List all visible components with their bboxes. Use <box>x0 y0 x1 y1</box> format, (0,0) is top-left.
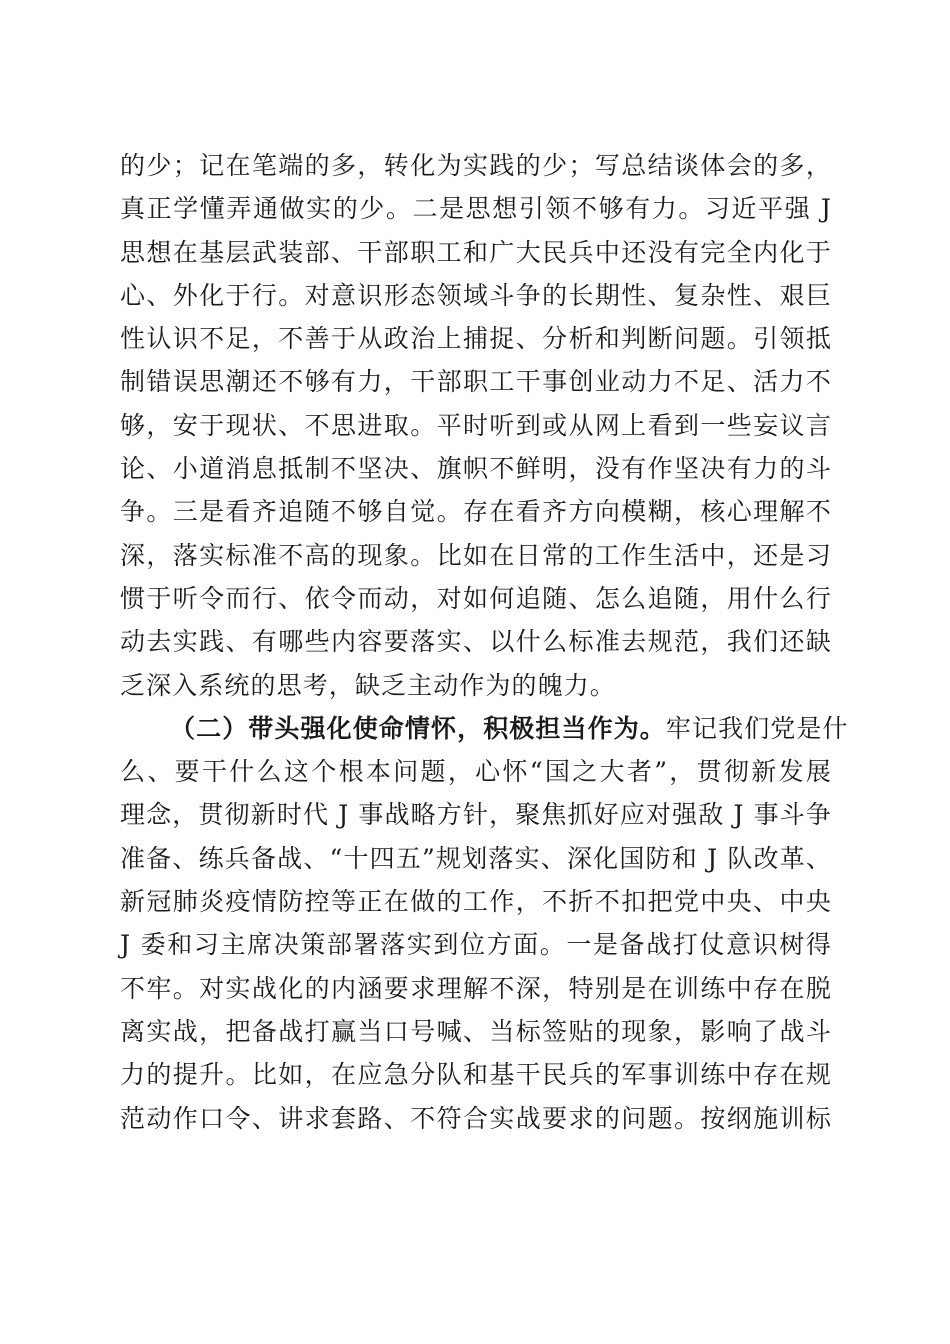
text-line: 离实战，把备战打赢当口号喊、当标签贴的现象，影响了战斗 <box>120 1016 832 1046</box>
text-line: 么、要干什么这个根本问题，心怀“国之大者”，贯彻新发展 <box>120 757 832 787</box>
section-heading-rest: 牢记我们党是什 <box>665 713 849 743</box>
text-line: 乏深入系统的思考，缺乏主动作为的魄力。 <box>120 670 616 700</box>
text-line: 理念，贯彻新时代 J 事战略方针，聚焦抓好应对强敌 J 事斗争 <box>120 800 832 830</box>
text-line: 性认识不足，不善于从政治上捕捉、分析和判断问题。引领抵 <box>120 324 832 354</box>
text-line: 不牢。对实战化的内涵要求理解不深，特别是在训练中存在脱 <box>120 973 832 1003</box>
text-line: 惯于听令而行、依令而动，对如何追随、怎么追随，用什么行 <box>120 583 832 613</box>
text-line: 争。三是看齐追随不够自觉。存在看齐方向模糊，核心理解不 <box>120 497 832 527</box>
text-line: 新冠肺炎疫情防控等正在做的工作，不折不扣把党中央、中央 <box>120 887 832 917</box>
document-body-text <box>120 144 849 1140</box>
text-line: 动去实践、有哪些内容要落实、以什么标准去规范，我们还缺 <box>120 627 832 657</box>
section-heading-line <box>120 707 849 750</box>
text-line: 论、小道消息抵制不坚决、旗帜不鲜明，没有作坚决有力的斗 <box>120 454 832 484</box>
text-line: 准备、练兵备战、“十四五”规划落实、深化国防和 J 队改革、 <box>120 843 832 873</box>
text-line: 真正学懂弄通做实的少。二是思想引领不够有力。习近平强 J <box>120 194 832 224</box>
text-line: 心、外化于行。对意识形态领域斗争的长期性、复杂性、艰巨 <box>120 280 832 310</box>
text-line: 的少；记在笔端的多，转化为实践的少；写总结谈体会的多， <box>120 151 832 180</box>
text-line: J 委和习主席决策部署落实到位方面。一是备战打仗意识树得 <box>120 930 832 960</box>
text-line: 深，落实标准不高的现象。比如在日常的工作生活中，还是习 <box>120 540 832 570</box>
section-heading: （二）带头强化使命情怀，积极担当作为。 <box>170 713 666 743</box>
text-line: 力的提升。比如，在应急分队和基干民兵的军事训练中存在规 <box>120 1060 832 1090</box>
text-line: 范动作口令、讲求套路、不符合实战要求的问题。按纲施训标 <box>120 1103 832 1133</box>
text-line: 制错误思潮还不够有力，干部职工干事创业动力不足、活力不 <box>120 367 832 397</box>
text-line: 思想在基层武装部、干部职工和广大民兵中还没有完全内化于 <box>120 237 832 267</box>
text-line: 够，安于现状、不思进取。平时听到或从网上看到一些妄议言 <box>120 410 832 440</box>
